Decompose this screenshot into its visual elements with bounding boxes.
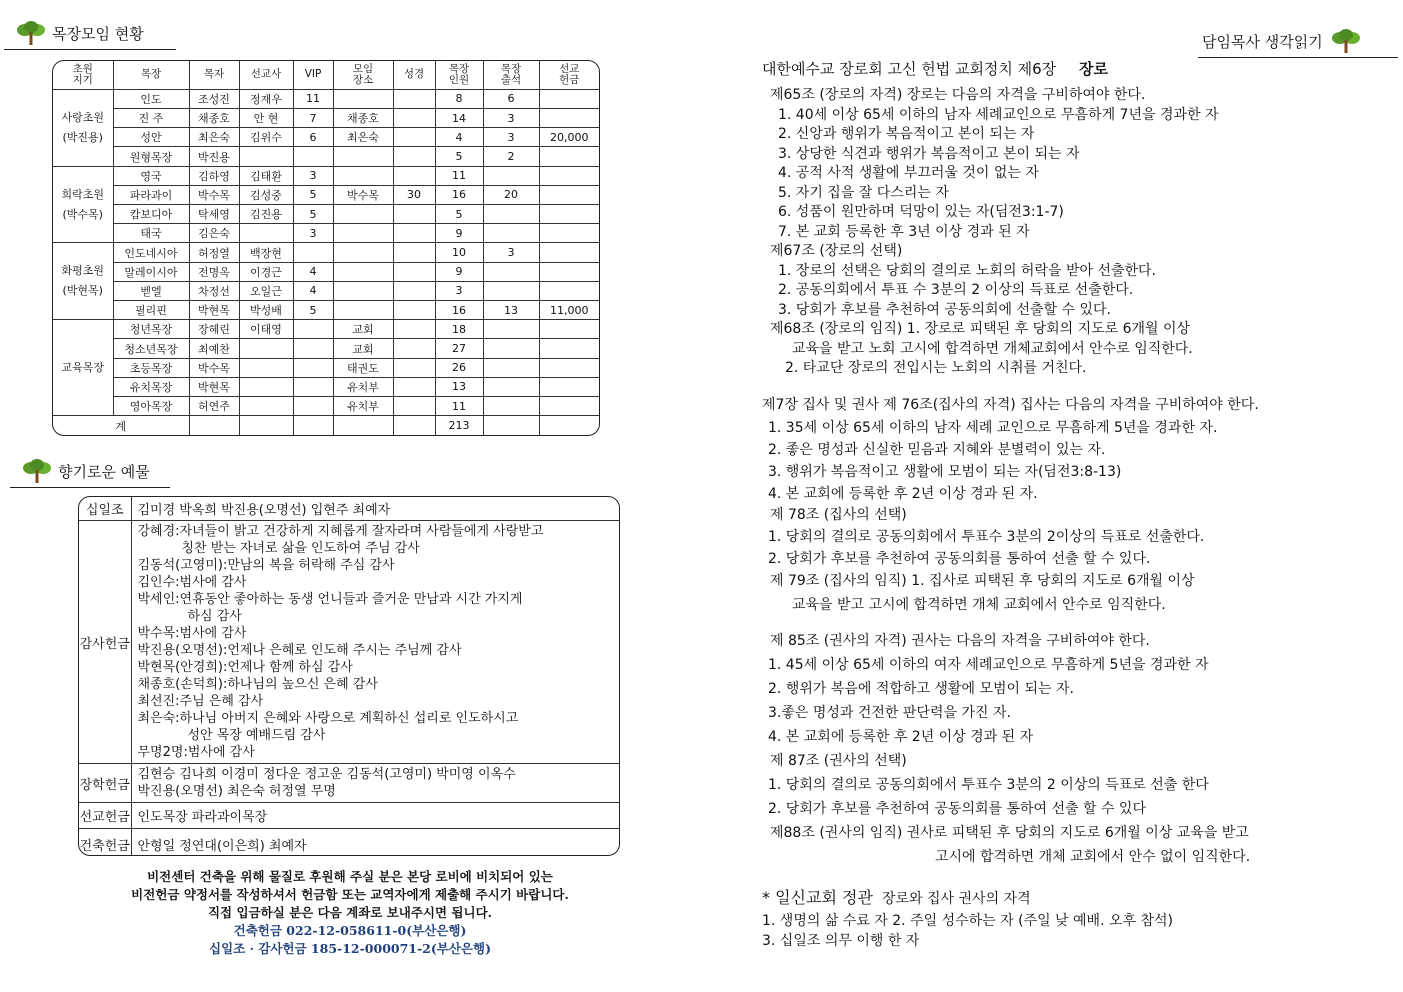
table-cell <box>483 377 539 396</box>
constitution-line: 2. 당회가 후보를 추천하여 공동의회를 통하여 선출 할 수 있다 <box>768 801 1146 817</box>
section-header-offerings <box>22 458 150 484</box>
constitution-line: 3.좋은 명성과 건전한 판단력을 가진 자. <box>768 705 1011 721</box>
scholarship-entry: 김현승 김나희 이경미 정다운 정고운 김동석(고영미) 박미영 이옥수 <box>137 767 516 782</box>
table-row <box>53 147 599 166</box>
table-cell <box>393 358 435 377</box>
constitution-line: 제 85조 (권사의 자격) 권사는 다음의 자격을 구비하여야 한다. <box>770 633 1150 649</box>
table-cell: 박성배 <box>239 301 293 320</box>
constitution-line: 제 87조 (권사의 선택) <box>770 753 907 769</box>
table-cell: 5 <box>293 185 333 204</box>
table-cell: 차정선 <box>189 281 239 300</box>
section-title: 향기로운 예물 <box>58 462 150 481</box>
constitution-line: 4. 본 교회에 등록한 후 2년 이상 경과 된 자 <box>768 729 1034 745</box>
table-cell <box>393 224 435 243</box>
table-cell <box>239 224 293 243</box>
table-cell <box>539 262 599 281</box>
table-cell: 인도네시아 <box>113 243 189 262</box>
constitution-line: 2. 당회가 후보를 추천하여 공동의회를 통하여 선출 할 수 있다. <box>768 551 1151 567</box>
constitution-line: 교육을 받고 고시에 합격하면 개체 교회에서 안수로 임직한다. <box>792 597 1166 613</box>
table-cell <box>539 185 599 204</box>
table-cell: 11 <box>293 89 333 108</box>
table-cell: 3 <box>483 109 539 128</box>
table-cell <box>539 397 599 416</box>
constitution-line: 4. 본 교회에 등록한 후 2년 이상 경과 된 자. <box>768 486 1038 502</box>
thanks-entry: 박수목:범사에 감사 <box>137 626 247 641</box>
tree-icon <box>22 458 52 484</box>
constitution-line: 3. 상당한 식견과 행위가 복음적이고 본이 되는 자 <box>778 146 1080 162</box>
table-cell <box>333 89 393 108</box>
table-row <box>53 320 599 339</box>
table-row <box>53 262 599 281</box>
constitution-line: 3. 당회가 후보를 추천하여 공동의회에 선출할 수 있다. <box>778 302 1111 318</box>
table-cell <box>483 205 539 224</box>
table-cell: 김은숙 <box>189 224 239 243</box>
table-cell: 5 <box>435 147 483 166</box>
table-cell: 장혜린 <box>189 320 239 339</box>
ilsin-line: 3. 십일조 의무 이행 한 자 <box>762 933 920 949</box>
scholarship-label: 장학헌금 <box>79 764 131 803</box>
thanks-entry: 채종호(손덕희):하나님의 높으신 은혜 감사 <box>137 677 378 692</box>
table-cell <box>333 301 393 320</box>
table-cell: 4 <box>435 128 483 147</box>
table-cell <box>393 416 435 435</box>
table-cell <box>539 243 599 262</box>
ilsin-title <box>762 888 1031 910</box>
table-cell <box>333 205 393 224</box>
notice-line: 비전센터 건축을 위해 물질로 후원해 주실 분은 본당 로비에 비치되어 있는 <box>147 869 553 884</box>
mission-label: 선교헌금 <box>79 803 131 829</box>
account-line: 십일조 · 감사헌금 185-12-000071-2(부산은행) <box>209 941 491 956</box>
table-cell: 김태환 <box>239 166 293 185</box>
table-cell: 조성진 <box>189 89 239 108</box>
table-cell: 교회 <box>333 320 393 339</box>
ilsin-title-text: * 일신교회 정관 <box>762 888 873 907</box>
table-cell <box>483 397 539 416</box>
table-row <box>53 339 599 358</box>
heading-bold: 장로 <box>1079 60 1108 78</box>
section-header-pastor <box>1202 28 1361 54</box>
table-cell: 채종호 <box>333 109 393 128</box>
table-cell <box>239 397 293 416</box>
table-cell: 5 <box>293 301 333 320</box>
constitution-line: 6. 성품이 원만하며 덕망이 있는 자(딤전3:1-7) <box>778 204 1064 220</box>
table-cell: 태국 <box>113 224 189 243</box>
table-cell: 김진용 <box>239 205 293 224</box>
table-cell <box>393 339 435 358</box>
thanks-entry: 최선진:주님 은혜 감사 <box>137 694 264 709</box>
constitution-line: 1. 당회의 결의로 공동의회에서 투표수 3분의 2이상의 득표로 선출한다. <box>768 529 1205 545</box>
table-cell: 진 주 <box>113 109 189 128</box>
table-cell: 인도 <box>113 89 189 108</box>
table-cell <box>539 320 599 339</box>
table-cell <box>483 166 539 185</box>
table-cell: 11 <box>435 397 483 416</box>
scholarship-list <box>131 764 619 803</box>
table-cell <box>393 262 435 281</box>
group-name: 사랑초원 (박진용) <box>53 89 113 166</box>
table-cell <box>483 358 539 377</box>
table-cell <box>393 397 435 416</box>
scholarship-entry: 박진용(오명선) 최은숙 허정열 무명 <box>137 784 336 799</box>
table-cell: 3 <box>293 224 333 243</box>
heading-text: 대한예수교 장로회 고신 헌법 교회정치 제6장 <box>762 60 1057 78</box>
table-cell: 13 <box>435 377 483 396</box>
constitution-line: 제88조 (권사의 임직) 권사로 피택된 후 당회의 지도로 6개월 이상 교육을 받고 <box>770 825 1249 841</box>
table-cell <box>239 339 293 358</box>
table-cell: 13 <box>483 301 539 320</box>
table-cell <box>393 147 435 166</box>
tree-icon <box>1331 28 1361 54</box>
table-cell: 최은숙 <box>189 128 239 147</box>
table-cell: 30 <box>393 185 435 204</box>
ilsin-line: 1. 생명의 삶 수료 자 2. 주일 성수하는 자 (주일 낮 예배. 오후 참석) <box>762 913 1173 929</box>
table-cell: 27 <box>435 339 483 358</box>
table-cell: 2 <box>483 147 539 166</box>
table-cell: 4 <box>293 281 333 300</box>
table-cell <box>393 320 435 339</box>
table-cell <box>239 358 293 377</box>
table-cell <box>333 281 393 300</box>
table-cell: 벧엘 <box>113 281 189 300</box>
table-cell: 16 <box>435 185 483 204</box>
table-cell <box>393 205 435 224</box>
table-cell <box>483 281 539 300</box>
table-cell: 이태영 <box>239 320 293 339</box>
group-name: 희락초원 (박수목) <box>53 166 113 243</box>
column-header: VIP <box>293 61 333 89</box>
table-cell <box>239 147 293 166</box>
table-cell: 원형목장 <box>113 147 189 166</box>
table-cell: 5 <box>435 205 483 224</box>
table-cell <box>539 224 599 243</box>
table-cell <box>393 166 435 185</box>
constitution-line: 교육을 받고 노회 고시에 합격하면 개체교회에서 안수로 임직한다. <box>792 341 1193 357</box>
table-cell: 김위수 <box>239 128 293 147</box>
table-cell: 박현목 <box>189 377 239 396</box>
tithe-label: 십일조 <box>79 497 131 521</box>
constitution-line: 1. 당회의 결의로 공동의회에서 투표수 3분의 2 이상의 득표로 선출 한다 <box>768 777 1209 793</box>
table-cell: 3 <box>483 243 539 262</box>
table-cell: 유치목장 <box>113 377 189 396</box>
table-cell <box>483 416 539 435</box>
thanks-entry: 무명2명:범사에 감사 <box>137 745 255 760</box>
table-cell: 채종호 <box>189 109 239 128</box>
constitution-line: 2. 좋은 명성과 신실한 믿음과 지혜와 분별력이 있는 자. <box>768 442 1106 458</box>
table-cell: 정재우 <box>239 89 293 108</box>
table-cell: 9 <box>435 262 483 281</box>
table-cell: 3 <box>483 128 539 147</box>
table-cell: 필리핀 <box>113 301 189 320</box>
column-header: 목장 출석 <box>483 61 539 89</box>
table-cell <box>393 301 435 320</box>
total-value: 213 <box>435 416 483 435</box>
constitution-line: 4. 공적 사적 생활에 부끄러울 것이 없는 자 <box>778 165 1039 181</box>
account-line: 건축헌금 022-12-058611-0(부산은행) <box>233 923 467 938</box>
constitution-line: 2. 신앙과 행위가 복음적이고 본이 되는 자 <box>778 126 1035 142</box>
table-cell: 최은숙 <box>333 128 393 147</box>
group-name: 화평초원 (박현목) <box>53 243 113 320</box>
table-cell: 26 <box>435 358 483 377</box>
notice-line: 직접 입금하실 분은 다음 계좌로 보내주시면 됩니다. <box>207 905 493 920</box>
table-cell <box>189 416 239 435</box>
group-name: 교육목장 <box>53 320 113 416</box>
constitution-line: 1. 35세 이상 65세 이하의 남자 세례 교인으로 무흠하게 5년을 경과한 자. <box>768 420 1218 436</box>
table-cell <box>293 147 333 166</box>
thanks-label: 감사헌금 <box>79 521 131 764</box>
constitution-line: 1. 45세 이상 65세 이하의 여자 세례교인으로 무흠하게 5년을 경과한 자 <box>768 657 1209 673</box>
table-row <box>53 128 599 147</box>
mission-names: 인도목장 파라과이목장 <box>131 803 619 829</box>
table-cell <box>539 166 599 185</box>
table-cell <box>483 320 539 339</box>
table-row <box>53 109 599 128</box>
thanks-entry: 박현목(안경희):언제나 함께 하심 감사 <box>137 660 353 675</box>
column-header: 초원 지기 <box>53 61 113 89</box>
table-cell: 탁세영 <box>189 205 239 224</box>
tree-icon <box>16 20 46 46</box>
table-cell: 성안 <box>113 128 189 147</box>
thanks-list <box>131 521 619 764</box>
table-cell <box>483 224 539 243</box>
table-cell <box>333 416 393 435</box>
table-cell: 20 <box>483 185 539 204</box>
table-cell: 20,000 <box>539 128 599 147</box>
column-header: 성경 <box>393 61 435 89</box>
thanks-entry: 최은숙:하나님 아버지 은혜와 사랑으로 계획하신 섭리로 인도하시고 <box>137 711 519 726</box>
table-cell <box>539 147 599 166</box>
table-row <box>53 89 599 108</box>
table-cell <box>333 243 393 262</box>
table-cell: 백장현 <box>239 243 293 262</box>
table-cell <box>539 89 599 108</box>
thanks-entry: 하심 감사 <box>187 609 242 624</box>
table-cell: 6 <box>483 89 539 108</box>
table-cell: 3 <box>435 281 483 300</box>
table-cell: 9 <box>435 224 483 243</box>
constitution-line: 2. 타교단 장로의 전입시는 노회의 시취를 거친다. <box>785 360 1087 376</box>
table-cell: 파라과이 <box>113 185 189 204</box>
table-cell <box>393 89 435 108</box>
table-cell <box>293 243 333 262</box>
table-cell <box>293 339 333 358</box>
thanks-entry: 박진용(오명선):언제나 은혜로 인도해 주시는 주님께 감사 <box>137 643 462 658</box>
table-cell <box>239 377 293 396</box>
table-cell: 11 <box>435 166 483 185</box>
table-cell <box>333 224 393 243</box>
table-cell: 5 <box>293 205 333 224</box>
table-row <box>53 281 599 300</box>
table-cell: 3 <box>293 166 333 185</box>
table-cell: 김성중 <box>239 185 293 204</box>
table-cell: 허연주 <box>189 397 239 416</box>
table-cell <box>393 281 435 300</box>
table-cell: 초등목장 <box>113 358 189 377</box>
table-cell: 영국 <box>113 166 189 185</box>
table-cell <box>539 377 599 396</box>
table-cell: 청소년목장 <box>113 339 189 358</box>
table-cell: 11,000 <box>539 301 599 320</box>
constitution-line: 1. 장로의 선택은 당회의 결의로 노회의 허락을 받아 선출한다. <box>778 263 1156 279</box>
thanks-entry: 성안 목장 예배드림 감사 <box>187 728 326 743</box>
constitution-line: 3. 행위가 복음적이고 생활에 모범이 되는 자(딤전3:8-13) <box>768 464 1122 480</box>
table-row <box>53 205 599 224</box>
table-cell <box>239 416 293 435</box>
constitution-line: 제65조 (장로의 자격) 장로는 다음의 자격을 구비하여야 한다. <box>770 87 1146 103</box>
mokjang-status-table <box>52 60 600 436</box>
table-cell: 허정열 <box>189 243 239 262</box>
building-names: 안형일 정연대(이은희) 최예자 <box>131 829 619 857</box>
table-cell <box>539 281 599 300</box>
table-cell: 8 <box>435 89 483 108</box>
thanks-entry: 박세인:연휴동안 좋아하는 동생 언니들과 즐거운 만남과 시간 가지게 <box>137 592 523 607</box>
section-title: 담임목사 생각읽기 <box>1202 32 1323 51</box>
total-label: 계 <box>53 416 189 435</box>
column-header: 목자 <box>189 61 239 89</box>
constitution-line: 제67조 (장로의 선택) <box>770 243 903 259</box>
constitution-line: 2. 공동의회에서 투표 수 3분의 2 이상의 득표로 선출한다. <box>778 282 1134 298</box>
table-cell <box>293 320 333 339</box>
table-row <box>53 243 599 262</box>
column-header: 목장 <box>113 61 189 89</box>
table-row <box>53 358 599 377</box>
table-cell: 6 <box>293 128 333 147</box>
table-cell: 16 <box>435 301 483 320</box>
table-cell <box>483 339 539 358</box>
table-row <box>53 166 599 185</box>
table-cell: 교회 <box>333 339 393 358</box>
table-cell: 영아목장 <box>113 397 189 416</box>
column-header: 목장 인원 <box>435 61 483 89</box>
table-cell <box>293 358 333 377</box>
thanks-entry: 칭찬 받는 자녀로 삶을 인도하여 주님 감사 <box>181 541 420 556</box>
table-cell: 태권도 <box>333 358 393 377</box>
table-cell <box>333 166 393 185</box>
table-cell: 청년목장 <box>113 320 189 339</box>
table-cell: 캄보디아 <box>113 205 189 224</box>
table-row <box>53 185 599 204</box>
table-cell <box>483 262 539 281</box>
constitution-line: 제7장 집사 및 권사 제 76조(집사의 자격) 집사는 다음의 자격을 구비하여야 한다. <box>762 397 1259 413</box>
table-row <box>53 377 599 396</box>
table-row <box>53 301 599 320</box>
constitution-heading <box>762 60 1108 80</box>
constitution-line: 5. 자기 집을 잘 다스리는 자 <box>778 185 949 201</box>
table-cell: 이경근 <box>239 262 293 281</box>
table-cell: 유치부 <box>333 377 393 396</box>
building-fund-notice <box>60 868 640 958</box>
table-cell: 4 <box>293 262 333 281</box>
table-cell <box>539 358 599 377</box>
table-cell <box>393 109 435 128</box>
table-cell: 박진용 <box>189 147 239 166</box>
column-header: 선교사 <box>239 61 293 89</box>
constitution-line: 제68조 (장로의 임직) 1. 장로로 피택된 후 당회의 지도로 6개월 이상 <box>770 321 1191 337</box>
column-header: 모임 장소 <box>333 61 393 89</box>
table-cell <box>539 416 599 435</box>
table-cell: 전명옥 <box>189 262 239 281</box>
table-cell <box>539 339 599 358</box>
table-cell <box>393 377 435 396</box>
table-cell <box>333 147 393 166</box>
table-cell: 김하영 <box>189 166 239 185</box>
table-row <box>53 397 599 416</box>
table-cell: 14 <box>435 109 483 128</box>
ilsin-subtitle: 장로와 집사 권사의 자격 <box>882 891 1031 907</box>
table-cell: 10 <box>435 243 483 262</box>
thanks-entry: 김인수:범사에 감사 <box>137 575 247 590</box>
table-cell: 안 현 <box>239 109 293 128</box>
section-header-mokjang <box>16 20 144 46</box>
column-header: 선교 헌금 <box>539 61 599 89</box>
thanks-entry: 강혜경:자녀들이 밝고 건강하게 지혜롭게 잘자라며 사람들에게 사랑받고 <box>137 524 544 539</box>
thanks-entry: 김동석(고영미):만남의 복을 허락해 주심 감사 <box>137 558 395 573</box>
table-cell <box>393 243 435 262</box>
table-cell <box>393 128 435 147</box>
tithe-names: 김미경 박옥희 박진용(오명선) 입현주 최예자 <box>131 497 619 521</box>
table-cell: 말레이시아 <box>113 262 189 281</box>
table-cell: 오일근 <box>239 281 293 300</box>
table-cell: 박수목 <box>333 185 393 204</box>
table-cell <box>293 377 333 396</box>
table-cell: 7 <box>293 109 333 128</box>
constitution-line: 1. 40세 이상 65세 이하의 남자 세례교인으로 무흠하게 7년을 경과한 자 <box>778 107 1219 123</box>
table-cell <box>293 397 333 416</box>
constitution-line: 고시에 합격하면 개체 교회에서 안수 없이 임직한다. <box>935 849 1251 865</box>
table-cell <box>293 416 333 435</box>
table-row <box>53 224 599 243</box>
table-cell: 18 <box>435 320 483 339</box>
constitution-line: 2. 행위가 복음에 적합하고 생활에 모범이 되는 자. <box>768 681 1074 697</box>
table-cell: 유치부 <box>333 397 393 416</box>
constitution-line: 제 78조 (집사의 선택) <box>770 507 907 523</box>
notice-line: 비전헌금 약정서를 작성하셔서 헌금함 또는 교역자에게 제출해 주시기 바랍니다. <box>131 887 569 902</box>
table-cell <box>539 109 599 128</box>
table-cell <box>333 262 393 281</box>
table-cell: 최예찬 <box>189 339 239 358</box>
constitution-line: 제 79조 (집사의 임직) 1. 집사로 피택된 후 당회의 지도로 6개월 이상 <box>770 573 1195 589</box>
table-cell <box>539 205 599 224</box>
table-cell: 박수목 <box>189 185 239 204</box>
constitution-line: 7. 본 교회 등록한 후 3년 이상 경과 된 자 <box>778 224 1030 240</box>
table-cell: 박수목 <box>189 358 239 377</box>
offerings-table <box>78 496 620 856</box>
section-title: 목장모임 현황 <box>52 24 144 43</box>
building-label: 건축헌금 <box>79 829 131 857</box>
table-cell: 박현목 <box>189 301 239 320</box>
